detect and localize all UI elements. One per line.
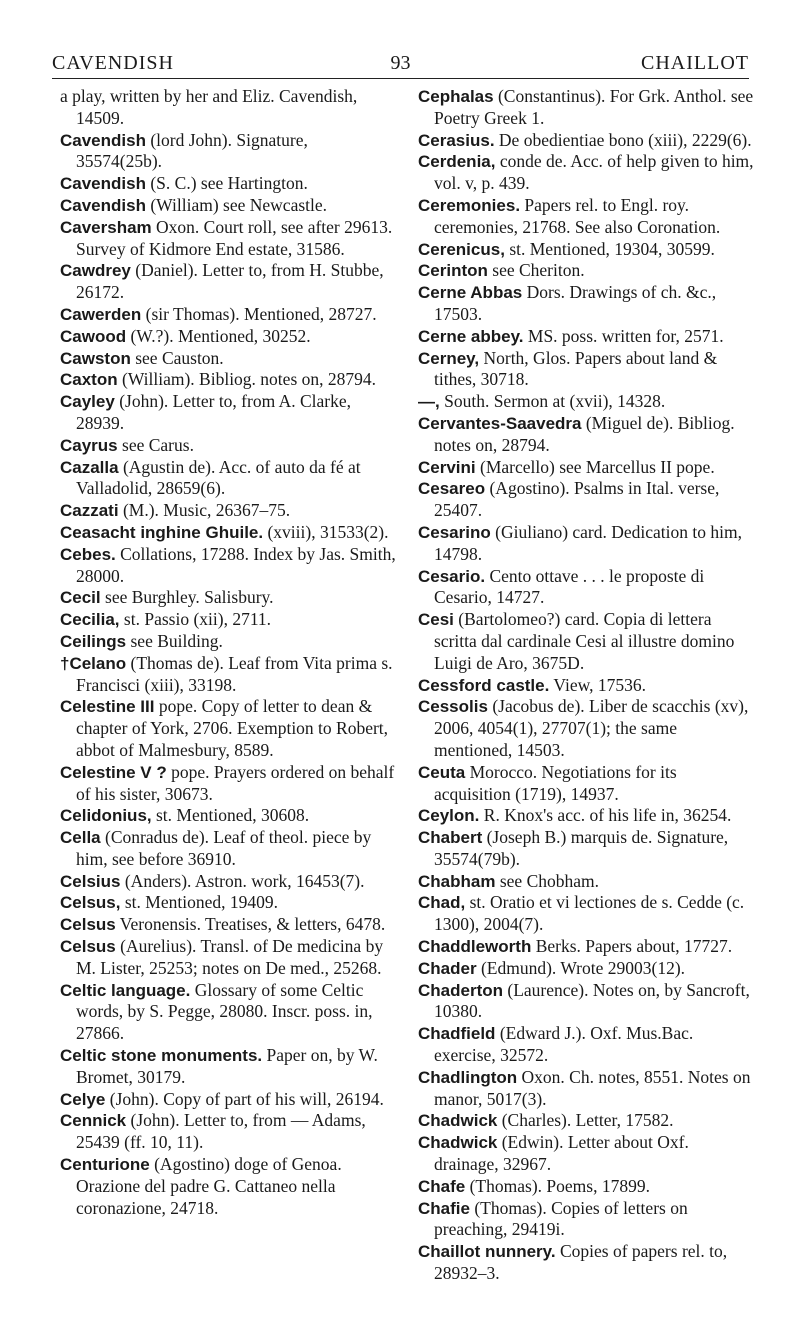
entry-text: (Agostino) doge of Genoa. Orazione del padre G. Cattaneo nella coronazione, 24718. <box>76 1154 342 1218</box>
entry-headword: Cerenicus, <box>418 239 505 259</box>
index-entry <box>418 696 756 761</box>
entry-text: (Agustin de). Acc. of auto da fé at Valladolid, 28659(6). <box>76 456 361 499</box>
entry-text: see Causton. <box>130 347 224 368</box>
entry-text: (Agostino). Psalms in Ital. verse, 25407. <box>434 478 720 521</box>
index-entry <box>418 478 756 522</box>
entry-headword: Centurione <box>60 1155 150 1175</box>
index-entry <box>60 653 396 697</box>
index-entry <box>60 587 396 609</box>
entry-text: (Charles). Letter, 17582. <box>497 1110 674 1131</box>
index-entry <box>60 326 396 348</box>
index-entry <box>418 1023 756 1067</box>
right-column <box>418 86 756 1285</box>
index-entry <box>418 675 756 697</box>
entry-headword: Celye <box>60 1089 106 1109</box>
index-entry <box>60 391 396 435</box>
entry-text: st. Mentioned, 19304, 30599. <box>504 238 715 259</box>
index-entry <box>418 1176 756 1198</box>
entry-text: (Daniel). Letter to, from H. Stubbe, 26172. <box>76 260 384 303</box>
entry-text: st. Mentioned, 19409. <box>120 892 278 913</box>
entry-headword: Cazzati <box>60 501 119 521</box>
entry-headword: Cesareo <box>418 479 486 499</box>
index-entry <box>418 1067 756 1111</box>
entry-text: Copies of papers rel. to, 28932–3. <box>434 1241 728 1284</box>
entry-headword: Chadlington <box>418 1067 518 1087</box>
entry-text: (Edward J.). Oxf. Mus.Bac. exercise, 32572. <box>434 1023 694 1066</box>
entry-headword: Celsus <box>60 915 116 935</box>
index-entry <box>60 1110 396 1154</box>
index-entry <box>418 282 756 326</box>
index-entry <box>60 217 396 261</box>
entry-text: Papers rel. to Engl. roy. ceremonies, 21768. See also Coronation. <box>434 194 721 237</box>
entry-headword: Celsus, <box>60 893 121 913</box>
entry-text: (John). Copy of part of his will, 26194. <box>105 1088 384 1109</box>
index-entry <box>60 1089 396 1111</box>
entry-text: (Constantinus). For Grk. Anthol. see Poetry Greek 1. <box>434 86 754 128</box>
entry-headword: Chaillot nunnery. <box>418 1242 556 1262</box>
entry-headword: Ceasacht inghine Ghuile. <box>60 522 264 542</box>
entry-text: MS. poss. written for, 2571. <box>523 325 724 346</box>
entry-text: st. Passio (xii), 2711. <box>119 609 272 630</box>
entry-text: (Edwin). Letter about Oxf. drainage, 32967. <box>434 1132 689 1175</box>
index-entry <box>60 260 396 304</box>
entry-text: Glossary of some Celtic words, by S. Pegge, 28080. Inscr. poss. in, 27866. <box>76 979 373 1044</box>
entry-text: (Thomas). Copies of letters on preaching, 29419i. <box>434 1197 688 1240</box>
index-entry <box>60 173 396 195</box>
index-entry <box>418 936 756 958</box>
entry-text: (Marcello) see Marcellus II pope. <box>475 456 715 477</box>
entry-headword: Chaddleworth <box>418 937 532 957</box>
entry-text: (S. C.) see Hartington. <box>145 173 308 194</box>
entry-headword: Chad, <box>418 893 466 913</box>
entry-text: (xviii), 31533(2). <box>263 521 389 542</box>
index-entry <box>418 457 756 479</box>
entry-headword: Celtic stone monuments. <box>60 1046 263 1066</box>
index-entry <box>60 130 396 174</box>
entry-text: (Joseph B.) marquis de. Signature, 35574(79b). <box>434 827 729 869</box>
entry-headword: Chabert <box>418 828 483 848</box>
entry-headword: Ceremonies. <box>418 195 521 215</box>
entry-headword: Chafe <box>418 1176 466 1196</box>
entry-headword: Cavendish <box>60 130 146 150</box>
index-entry <box>60 936 396 980</box>
entry-headword: Cavendish <box>60 195 146 215</box>
index-entry <box>60 195 396 217</box>
entry-headword: †Celano <box>60 653 127 673</box>
index-entry <box>60 522 396 544</box>
entry-text: (W.?). Mentioned, 30252. <box>126 325 311 346</box>
entry-text: a play, written by her and Eliz. Cavendish, 14509. <box>60 86 358 128</box>
entry-headword: Chabham <box>418 871 496 891</box>
entry-headword: Cerne abbey. <box>418 326 524 346</box>
entry-headword: Cazalla <box>60 457 119 477</box>
entry-text: (Aurelius). Transl. of De medicina by M. Lister, 25253; notes on De med., 25268. <box>76 936 384 978</box>
index-entry <box>418 348 756 392</box>
left-column <box>60 86 396 1219</box>
index-entry <box>60 304 396 326</box>
entry-headword: Celtic language. <box>60 980 191 1000</box>
entry-text: (Conradus de). Leaf of theol. piece by him, see before 36910. <box>76 827 372 869</box>
entry-headword: —, <box>418 392 440 412</box>
entry-headword: Caversham <box>60 217 152 237</box>
entry-headword: Cella <box>60 828 101 848</box>
index-entry <box>418 871 756 893</box>
entry-text: Paper on, by W. Bromet, 30179. <box>76 1045 378 1087</box>
index-entry <box>60 369 396 391</box>
entry-headword: Celsus <box>60 937 116 957</box>
index-entry <box>418 326 756 348</box>
entry-text: Cento ottave . . . le proposte di Cesario, 14727. <box>434 565 705 608</box>
index-entry <box>418 151 756 195</box>
index-entry <box>418 1241 756 1285</box>
entry-text: (Anders). Astron. work, 16453(7). <box>120 870 365 891</box>
entry-headword: Cesi <box>418 610 454 630</box>
entry-headword: Cavendish <box>60 174 146 194</box>
entry-text: (M.). Music, 26367–75. <box>118 500 291 521</box>
entry-headword: Chader <box>418 958 477 978</box>
entry-headword: Cervini <box>418 457 476 477</box>
entry-headword: Cecilia, <box>60 610 120 630</box>
entry-headword: Cawston <box>60 348 131 368</box>
entry-text: North, Glos. Papers about land & tithes, 30718. <box>434 347 718 390</box>
entry-text: (William) see Newcastle. <box>145 194 328 215</box>
entry-text: Oxon. Ch. notes, 8551. Notes on manor, 5017(3). <box>434 1066 751 1109</box>
index-entry <box>418 566 756 610</box>
index-entry <box>418 762 756 806</box>
entry-headword: Cesarino <box>418 522 491 542</box>
entry-text: Oxon. Court roll, see after 29613. Survey of Kidmore End estate, 31586. <box>76 216 393 259</box>
index-entry <box>60 1045 396 1089</box>
index-entry <box>418 391 756 413</box>
entry-text: (Laurence). Notes on, by Sancroft, 10380. <box>434 979 750 1022</box>
entry-text: (lord John). Signature, 35574(25b). <box>76 129 308 172</box>
entry-headword: Cerne Abbas <box>418 283 523 303</box>
index-entry <box>60 435 396 457</box>
entry-text: (Miguel de). Bibliog. notes on, 28794. <box>434 412 735 455</box>
entry-text: st. Mentioned, 30608. <box>151 805 310 826</box>
entry-headword: Chadwick <box>418 1133 498 1153</box>
index-entry <box>60 348 396 370</box>
entry-text: (Jacobus de). Liber de scacchis (xv), 2006, 4054(1), 27707(1); the same mentioned, 14503. <box>434 696 749 760</box>
index-entry <box>418 195 756 239</box>
entry-text: (sir Thomas). Mentioned, 28727. <box>141 303 377 324</box>
index-entry <box>60 914 396 936</box>
entry-headword: Cecil <box>60 588 101 608</box>
entry-headword: Cerdenia, <box>418 152 496 172</box>
entry-headword: Caxton <box>60 370 118 390</box>
entry-headword: Chaderton <box>418 980 503 1000</box>
entry-text: Berks. Papers about, 17727. <box>531 936 733 957</box>
entry-text: Dors. Drawings of ch. &c., 17503. <box>434 282 717 324</box>
index-entry <box>418 958 756 980</box>
entry-text: see Burghley. Salisbury. <box>100 587 274 608</box>
index-entry <box>60 457 396 501</box>
entry-text: (Giuliano) card. Dedication to him, 14798. <box>434 521 742 564</box>
entry-text: pope. Prayers ordered on behalf of his sister, 30673. <box>76 761 395 804</box>
index-entry <box>418 130 756 152</box>
entry-text: see Carus. <box>117 434 194 455</box>
entry-text: (Thomas de). Leaf from Vita prima s. Francisci (xiii), 33198. <box>76 652 393 695</box>
index-entry <box>418 609 756 674</box>
entry-headword: Cawerden <box>60 304 142 324</box>
index-entry <box>60 609 396 631</box>
running-head-left: CAVENDISH <box>52 52 174 74</box>
index-entry <box>418 522 756 566</box>
entry-text: De obedientiae bono (xiii), 2229(6). <box>494 129 752 150</box>
index-entry <box>60 696 396 761</box>
entry-headword: Cervantes-Saavedra <box>418 413 582 433</box>
index-entry <box>60 631 396 653</box>
entry-text: st. Oratio et vi lectiones de s. Cedde (c. 1300), 2004(7). <box>434 892 745 935</box>
entry-headword: Cawdrey <box>60 261 131 281</box>
index-entry <box>418 1132 756 1176</box>
index-entry <box>60 871 396 893</box>
index-entry <box>418 980 756 1024</box>
entry-headword: Ceilings <box>60 631 127 651</box>
index-entry <box>60 86 396 130</box>
index-entry <box>60 980 396 1045</box>
entry-headword: Cesario. <box>418 566 486 586</box>
index-entry <box>60 762 396 806</box>
entry-headword: Cayrus <box>60 435 118 455</box>
index-entry <box>418 805 756 827</box>
entry-headword: Cennick <box>60 1111 127 1131</box>
index-entry <box>418 1198 756 1242</box>
entry-headword: Cessolis <box>418 697 488 717</box>
page-header <box>52 52 749 78</box>
index-entry <box>418 239 756 261</box>
entry-text: see Chobham. <box>495 870 599 891</box>
entry-headword: Celestine V ? <box>60 762 167 782</box>
entry-headword: Chadfield <box>418 1024 496 1044</box>
page-number: 93 <box>390 52 411 74</box>
index-entry <box>418 1110 756 1132</box>
index-entry <box>60 827 396 871</box>
entry-headword: Celidonius, <box>60 806 152 826</box>
entry-text: (William). Bibliog. notes on, 28794. <box>117 369 376 390</box>
entry-text: View, 17536. <box>549 674 646 695</box>
index-entry <box>418 827 756 871</box>
index-entry <box>418 892 756 936</box>
entry-text: (John). Letter to, from — Adams, 25439 (ff. 10, 11). <box>76 1110 366 1153</box>
entry-headword: Cephalas <box>418 87 494 106</box>
entry-headword: Chadwick <box>418 1111 498 1131</box>
entry-text: pope. Copy of letter to dean & chapter of York, 2706. Exemption to Robert, abbot of Malmesbury, 8589. <box>76 696 389 760</box>
entry-text: see Cheriton. <box>487 260 585 281</box>
entry-headword: Ceuta <box>418 762 466 782</box>
entry-headword: Ceylon. <box>418 806 480 826</box>
entry-headword: Cerinton <box>418 261 488 281</box>
entry-text: R. Knox's acc. of his life in, 36254. <box>479 805 732 826</box>
entry-headword: Cebes. <box>60 544 116 564</box>
entry-text: Collations, 17288. Index by Jas. Smith, 28000. <box>76 543 396 586</box>
index-entry <box>60 544 396 588</box>
entry-headword: Cayley <box>60 392 115 412</box>
index-entry <box>418 413 756 457</box>
entry-headword: Cerney, <box>418 348 480 368</box>
entry-text: Veronensis. Treatises, & letters, 6478. <box>115 914 386 935</box>
entry-text: South. Sermon at (xvii), 14328. <box>439 391 666 412</box>
entry-text: see Building. <box>126 630 223 651</box>
index-entry <box>418 86 756 130</box>
entry-headword: Cessford castle. <box>418 675 550 695</box>
entry-text: (Thomas). Poems, 17899. <box>465 1175 650 1196</box>
entry-headword: Celestine III <box>60 697 155 717</box>
index-entry <box>418 260 756 282</box>
index-entry <box>60 892 396 914</box>
entry-text: (Edmund). Wrote 29003(12). <box>476 957 686 978</box>
entry-text: (Bartolomeo?) card. Copia di lettera scritta dal cardinale Cesi al illustre domino Luigi de Aro, 3675D. <box>434 609 735 673</box>
entry-text: (John). Letter to, from A. Clarke, 28939. <box>76 391 352 433</box>
entry-text: Morocco. Negotiations for its acquisition (1719), 14937. <box>434 761 677 804</box>
entry-headword: Cerasius. <box>418 130 495 150</box>
entry-headword: Chafie <box>418 1198 470 1218</box>
index-entry <box>60 805 396 827</box>
index-entry <box>60 1154 396 1219</box>
running-head-right: CHAILLOT <box>641 52 749 74</box>
entry-text: conde de. Acc. of help given to him, vol. v, p. 439. <box>434 151 754 194</box>
entry-headword: Celsius <box>60 871 121 891</box>
index-entry <box>60 500 396 522</box>
header-rule <box>52 78 749 79</box>
entry-headword: Cawood <box>60 326 127 346</box>
